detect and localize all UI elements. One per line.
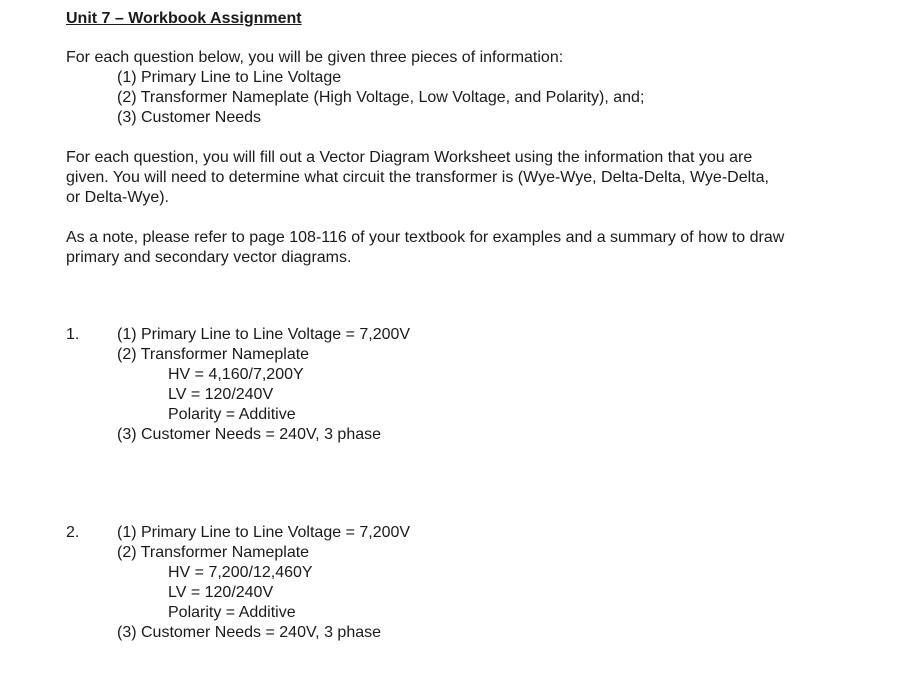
instructions-line-2: given. You will need to determine what circuit the transformer is (Wye-Wye, Delta-Delta, Wye-Delta, [66, 169, 769, 186]
instructions-line-3: or Delta-Wye). [66, 189, 169, 206]
note-line-1: As a note, please refer to page 108-116 of your textbook for examples and a summary of how to draw [66, 229, 785, 246]
question-1-lv: LV = 120/240V [168, 386, 274, 403]
note-line-2: primary and secondary vector diagrams. [66, 249, 352, 266]
question-2-polarity: Polarity = Additive [168, 604, 296, 621]
question-1 [117, 325, 410, 445]
intro-item-1: (1) Primary Line to Line Voltage [117, 69, 342, 86]
question-1-hv: HV = 4,160/7,200Y [168, 366, 304, 383]
note-section [66, 228, 866, 268]
instructions-section [66, 148, 866, 208]
question-2-needs: (3) Customer Needs = 240V, 3 phase [117, 624, 382, 641]
question-1-needs: (3) Customer Needs = 240V, 3 phase [117, 426, 382, 443]
question-2 [117, 523, 410, 643]
question-1-primary: (1) Primary Line to Line Voltage = 7,200V [117, 326, 411, 343]
question-2-primary: (1) Primary Line to Line Voltage = 7,200V [117, 524, 411, 541]
intro-section [66, 48, 866, 128]
question-number-1: 1. [66, 326, 80, 343]
question-2-hv: HV = 7,200/12,460Y [168, 564, 313, 581]
instructions-line-1: For each question, you will fill out a Vector Diagram Worksheet using the information that you are [66, 149, 753, 166]
question-number-2: 2. [66, 524, 80, 541]
question-1-polarity: Polarity = Additive [168, 406, 296, 423]
intro-item-3: (3) Customer Needs [117, 109, 262, 126]
intro-item-2: (2) Transformer Nameplate (High Voltage, Low Voltage, and Polarity), and; [117, 89, 645, 106]
intro-lead: For each question below, you will be given three pieces of information: [66, 49, 564, 66]
page-title: Unit 7 – Workbook Assignment [66, 10, 302, 27]
question-1-nameplate: (2) Transformer Nameplate [117, 346, 310, 363]
question-2-lv: LV = 120/240V [168, 584, 274, 601]
question-2-nameplate: (2) Transformer Nameplate [117, 544, 310, 561]
